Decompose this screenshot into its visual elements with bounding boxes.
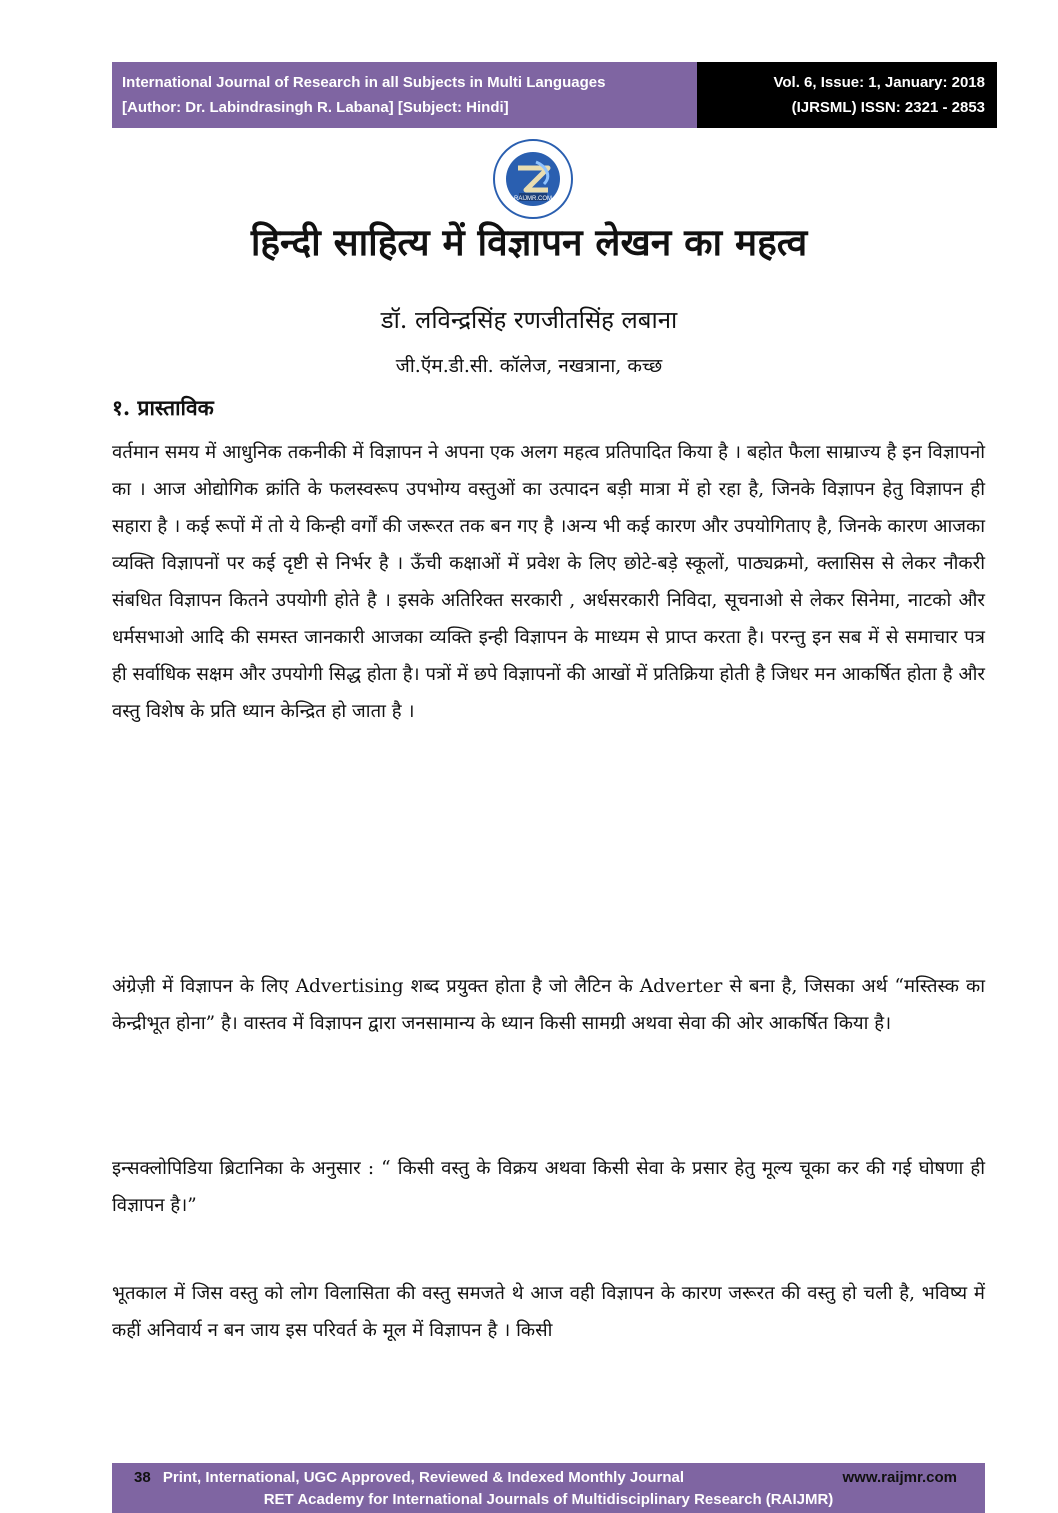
volume-info-panel <box>697 62 997 128</box>
footer-publisher: RET Academy for International Journals of Multidisciplinary Research (RAIJMR) <box>263 1491 834 1508</box>
paragraph: वर्तमान समय में आधुनिक तकनीकी में विज्ञापन ने अपना एक अलग महत्व प्रतिपादित किया है । बहोत फैला साम्राज्य है इन विज्ञापनो का । आज ओद्योगिक क्रांति के फलस्वरूप उपभोग्य वस्तुओं का उत्पादन बड़ी मात्रा में हो रहा है, जिनके विज्ञापन हेतु विज्ञापन ही सहारा है । कई रूपों में तो ये किन्ही वर्गों की जरूरत तक बन गए है ।अन्य भी कई कारण और उपयोगिताए है, जिनके कारण आजका व्यक्ति विज्ञापनों पर कई दृष्टी से निर्भर है । ऊँची कक्षाओं में प्रवेश के लिए छोटे-बड़े स्कूलों, पाठ्यक्रमो, क्लासिस से लेकर नौकरी संबधित विज्ञापन कितने उपयोगी होते है । इसके अतिरिक्त सरकारी , अर्धसरकारी निविदा, सूचनाओ से लेकर सिनेमा, नाटको और धर्मसभाओ आदि की समस्त जानकारी आजका व्यक्ति इन्ही विज्ञापन के माध्यम से प्राप्त करता है। परन्तु इन सब में से समाचार पत्र ही सर्वाधिक सक्षम और उपयोगी सिद्ध होता है। पत्रों में छपे विज्ञापनों की आखों में प्रतिक्रिया होती है जिधर मन आकर्षित होता है और वस्तु विशेष के प्रति ध्यान केन्द्रित हो जाता है । <box>112 442 985 722</box>
footer-journal-description: Print, International, UGC Approved, Reviewed & Indexed Monthly Journal <box>162 1469 685 1486</box>
article-author: डॉ. लविन्द्रसिंह रणजीतसिंह लबाना <box>380 306 678 334</box>
author-college: जी.ऍम.डी.सी. कॉलेज, नखत्राना, कच्छ <box>395 355 663 377</box>
volume-issue: Vol. 6, Issue: 1, January: 2018 <box>773 74 985 91</box>
page-number: 38 <box>134 1469 151 1486</box>
paragraph: भूतकाल में जिस वस्तु को लोग विलासिता की वस्तु समजते थे आज वही विज्ञापन के कारण जरूरत की वस्तु हो चली है, भविष्य में कहीं अनिवार्य न बन जाय इस परिवर्त के मूल में विज्ञापन है । किसी <box>112 1283 985 1341</box>
paragraph: अंग्रेज़ी में विज्ञापन के लिए Advertising शब्द प्रयुक्त होता है जो लैटिन के Adverter से बना है, जिसका अर्थ “मस्तिस्क का केन्द्रीभूत होना” है। वास्तव में विज्ञापन द्वारा जनसामान्य के ध्यान किसी सामग्री अथवा सेवा की ओर आकर्षित किया है। <box>112 976 985 1034</box>
page-footer <box>112 1463 985 1513</box>
article-title: हिन्दी साहित्य में विज्ञापन लेखन का महत्व <box>250 220 808 264</box>
author-subject-line: [Author: Dr. Labindrasingh R. Labana] [Subject: Hindi] <box>122 99 509 116</box>
section-heading: १. प्रास्ताविक <box>112 395 214 420</box>
website-link[interactable]: www.raijmr.com <box>842 1469 957 1486</box>
paragraph: इन्सक्लोपिडिया ब्रिटानिका के अनुसार : “ किसी वस्तु के विक्रय अथवा किसी सेवा के प्रसार हेतु मूल्य चूका कर की गई घोषणा ही विज्ञापन है।” <box>112 1158 985 1216</box>
page-header <box>112 62 997 128</box>
logo-text: RAIJMR.COM <box>514 196 552 202</box>
journal-info-panel <box>112 62 697 128</box>
journal-name: International Journal of Research in all Subjects in Multi Languages <box>122 74 606 91</box>
raijmr-seal-icon <box>492 138 574 220</box>
issn-line: (IJRSML) ISSN: 2321 - 2853 <box>791 99 985 116</box>
